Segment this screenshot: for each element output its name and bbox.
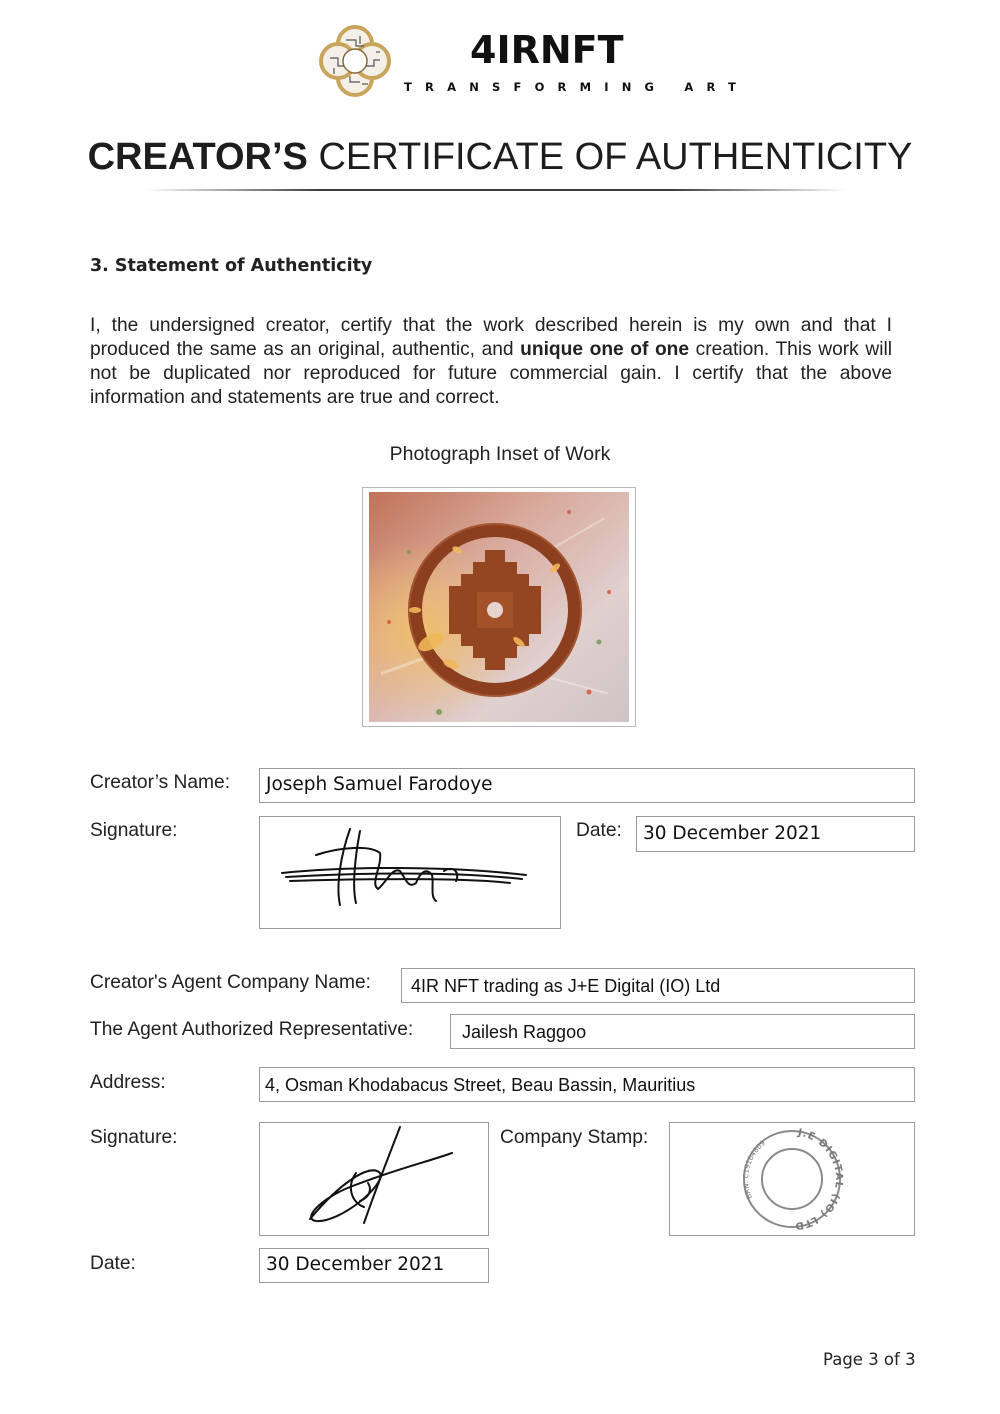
stamp-brn: BRN: C19164809 <box>741 1139 767 1200</box>
agent-date-value: 30 December 2021 <box>266 1254 445 1275</box>
agent-date-label: Date: <box>90 1253 136 1274</box>
company-stamp-box <box>669 1122 915 1236</box>
company-stamp-icon <box>670 1123 914 1235</box>
creator-date-label: Date: <box>576 820 622 841</box>
artwork-image <box>369 492 629 722</box>
agent-address-field <box>259 1067 915 1102</box>
statement-text-after: creation. This work will not be duplicated nor reproduced for future commercial gain. I certify that the above information and statements are true and correct. <box>90 339 892 408</box>
agent-rep-field <box>450 1014 915 1049</box>
agent-rep-label: The Agent Authorized Representative: <box>90 1019 414 1040</box>
agent-rep-value: Jailesh Raggoo <box>462 1022 587 1042</box>
title-bold: CREATOR’S <box>87 136 308 178</box>
agent-signature-label: Signature: <box>90 1127 178 1148</box>
page-title <box>0 134 1000 180</box>
brand-tagline: TRANSFORMING ART <box>404 80 750 94</box>
creator-name-field <box>259 768 915 803</box>
statement-paragraph <box>90 314 892 410</box>
section-heading: 3. Statement of Authenticity <box>90 256 373 276</box>
creator-date-value: 30 December 2021 <box>643 823 822 844</box>
creator-signature-box <box>259 816 561 929</box>
artwork-photo <box>362 487 636 727</box>
agent-address-value: 4, Osman Khodabacus Street, Beau Bassin, Mauritius <box>265 1075 696 1095</box>
stamp-text: J.E DIGITAL (IO) LTD <box>793 1127 845 1232</box>
creator-name-label: Creator’s Name: <box>90 772 231 793</box>
agent-signature-image <box>260 1123 488 1235</box>
agent-date-field <box>259 1248 489 1283</box>
title-divider <box>146 189 846 191</box>
creator-signature-label: Signature: <box>90 820 178 841</box>
agent-company-value: 4IR NFT trading as J+E Digital (IO) Ltd <box>411 976 721 996</box>
svg-text:J.E DIGITAL (IO) LTD <box>794 1127 845 1231</box>
agent-address-label: Address: <box>90 1072 166 1093</box>
agent-stamp-label: Company Stamp: <box>500 1127 649 1148</box>
photo-caption: Photograph Inset of Work <box>389 443 611 465</box>
title-rest: CERTIFICATE OF AUTHENTICITY <box>318 136 913 178</box>
agent-signature-box <box>259 1122 489 1236</box>
creator-date-field <box>636 816 915 852</box>
statement-text-before: I, the undersigned creator, certify that the work described herein is my own and that I produced the same as an original, authentic, and <box>90 315 892 360</box>
page-number: Page 3 of 3 <box>823 1350 916 1369</box>
creator-signature-image <box>260 817 560 928</box>
agent-company-label: Creator's Agent Company Name: <box>90 972 371 993</box>
creator-name-value: Joseph Samuel Farodoye <box>266 774 493 795</box>
statement-text-bold: unique one of one <box>520 339 690 360</box>
agent-company-field <box>401 968 915 1003</box>
brand-logo-icon <box>316 22 394 100</box>
brand-name: 4IRNFT <box>470 28 624 72</box>
